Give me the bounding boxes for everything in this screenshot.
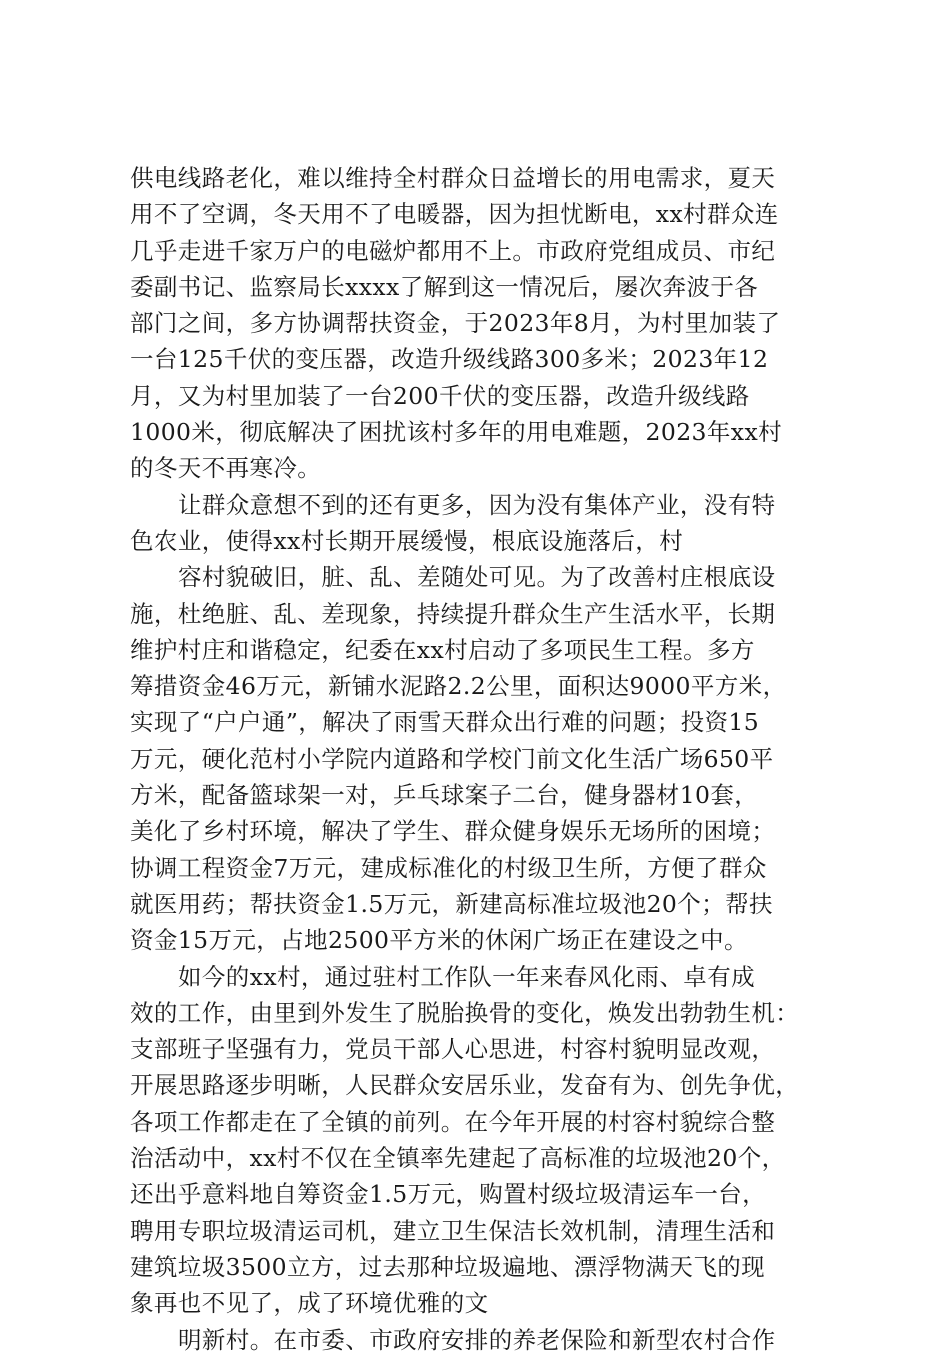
text-line: 委副书记、监察局长xxxx了解到这一情况后，屡次奔波于各 xyxy=(130,272,759,301)
text-line: 色农业，使得xx村长期开展缓慢，根底设施落后，村 xyxy=(130,526,684,555)
text-line: 还出乎意料地自筹资金1.5万元，购置村级垃圾清运车一台， xyxy=(130,1180,767,1209)
text-line: 美化了乡村环境，解决了学生、群众健身娱乐无场所的困境； xyxy=(130,817,776,846)
text-line: 就医用药；帮扶资金1.5万元，新建高标准垃圾池20个；帮扶 xyxy=(130,889,773,918)
text-line: 方米，配备篮球架一对，乒乓球案子二台，健身器材10套， xyxy=(130,781,759,810)
text-line: 月，又为村里加装了一台200千伏的变压器，改造升级线路 xyxy=(130,381,750,410)
text-line: 让群众意想不到的还有更多，因为没有集体产业，没有特 xyxy=(178,490,776,519)
text-line: 治活动中，xx村不仅在全镇率先建起了高标准的垃圾池20个， xyxy=(130,1144,786,1173)
text-line: 维护村庄和谐稳定，纪委在xx村启动了多项民生工程。多方 xyxy=(130,635,755,664)
text-line: 协调工程资金7万元，建成标准化的村级卫生所，方便了群众 xyxy=(130,853,767,882)
text-line: 施，杜绝脏、乱、差现象，持续提升群众生产生活水平，长期 xyxy=(130,599,776,628)
text-line: 万元，硬化范村小学院内道路和学校门前文化生活广场650平 xyxy=(130,744,774,773)
text-line: 开展思路逐步明晰，人民群众安居乐业，发奋有为、创先争优， xyxy=(130,1071,800,1100)
text-line: 资金15万元，占地2500平方米的休闲广场正在建设之中。 xyxy=(130,926,748,955)
text-line: 一台125千伏的变压器，改造升级线路300多米；2023年12 xyxy=(130,345,769,374)
text-line: 部门之间，多方协调帮扶资金，于2023年8月，为村里加装了 xyxy=(130,309,781,338)
text-line: 支部班子坚强有力，党员干部人心思进，村容村貌明显改观， xyxy=(130,1035,776,1064)
text-line: 供电线路老化，难以维持全村群众日益增长的用电需求，夏天 xyxy=(130,164,776,192)
text-line: 容村貌破旧，脏、乱、差随处可见。为了改善村庄根底设 xyxy=(178,563,776,592)
text-line: 用不了空调，冬天用不了电暖器，因为担忧断电，xx村群众连 xyxy=(130,200,779,229)
text-line: 效的工作，由里到外发生了脱胎换骨的变化，焕发出勃勃生机： xyxy=(130,998,800,1027)
text-line: 如今的xx村，通过驻村工作队一年来春风化雨、卓有成 xyxy=(178,962,756,991)
text-line: 几乎走进千家万户的电磁炉都用不上。市政府党组成员、市纪 xyxy=(130,236,776,265)
text-line: 象再也不见了，成了环境优雅的文 xyxy=(130,1289,489,1318)
text-line: 的冬天不再寒冷。 xyxy=(130,454,322,483)
body-text xyxy=(130,160,830,1358)
text-line: 各项工作都走在了全镇的前列。在今年开展的村容村貌综合整 xyxy=(130,1107,776,1136)
text-line: 筹措资金46万元，新铺水泥路2.2公里，面积达9000平方米， xyxy=(130,672,787,701)
text-line: 1000米，彻底解决了困扰该村多年的用电难题，2023年xx村 xyxy=(130,418,783,447)
text-line: 聘用专职垃圾清运司机，建立卫生保洁长效机制，清理生活和 xyxy=(130,1216,776,1245)
text-line: 实现了“户户通”，解决了雨雪天群众出行难的问题；投资15 xyxy=(130,708,760,737)
text-line: 明新村。在市委、市政府安排的养老保险和新型农村合作 xyxy=(178,1325,776,1354)
text-line: 建筑垃圾3500立方，过去那种垃圾遍地、漂浮物满天飞的现 xyxy=(130,1252,766,1281)
